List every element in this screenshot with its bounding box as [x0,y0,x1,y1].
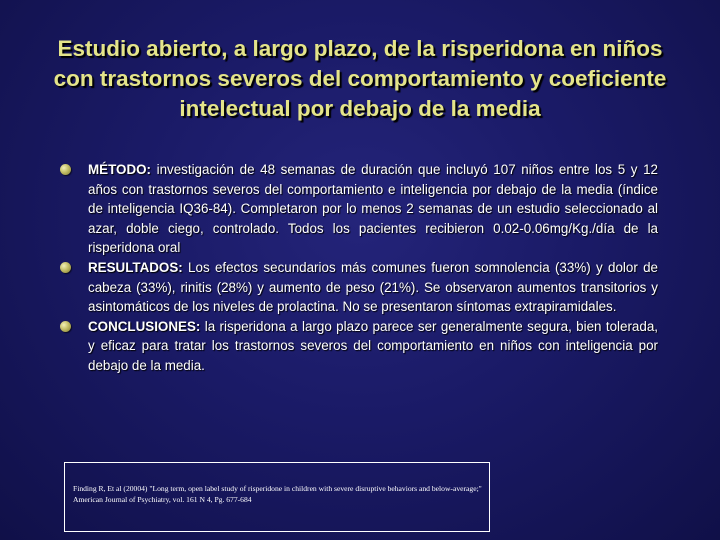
bullet-sphere-icon [60,321,71,332]
bullet-text: investigación de 48 semanas de duración que incluyó 107 niños entre los 5 y 12 años con trastornos severos del comportamiento e inteligencia por debajo de la media (índice de inteligencia IQ36-84). Completaron por lo menos 2 semanas de un estudio seleccionado al azar, doble ciego, controlado. Todos los pacientes recibieron 0.02-0.06mg/Kg./día de la risperidona oral [88,162,658,256]
slide-title: Estudio abierto, a largo plazo, de la risperidona en niños con trastornos severos del comportamiento y coeficiente intelectual por debajo de la media [53,36,667,121]
bullet-text: la risperidona a largo plazo parece ser generalmente segura, bien tolerada, y eficaz para tratar los trastornos severos del comportamiento en niños con inteligencia por debajo de la media. [88,318,658,373]
bullet-sphere-icon [60,262,71,273]
bullet-heading: CONCLUSIONES: [88,318,201,334]
bullet-list [58,160,658,376]
bullet-heading: MÉTODO: [88,162,151,177]
bullet-heading: RESULTADOS: [88,259,183,275]
reference-footnote: Finding R, Et al (20004) "Long term, open label study of risperidone in children with severe disruptive behaviors and below-average;" American Journal of Psychiatry, vol. 161 N 4, Pg. 677-684 [64,462,490,532]
bullet-sphere-icon [60,164,71,175]
bullet-resultados [58,258,658,317]
bullet-text: Los efectos secundarios más comunes fueron somnolencia (33%) y dolor de cabeza (33%), rinitis (28%) y aumento de peso (21%). Se observaron aumentos transitorios y asintomáticos de los niveles de prolactina. No se presentaron síntomas extrapiramidales. [88,259,658,315]
bullet-metodo [58,160,658,258]
bullet-conclusiones [58,317,658,376]
